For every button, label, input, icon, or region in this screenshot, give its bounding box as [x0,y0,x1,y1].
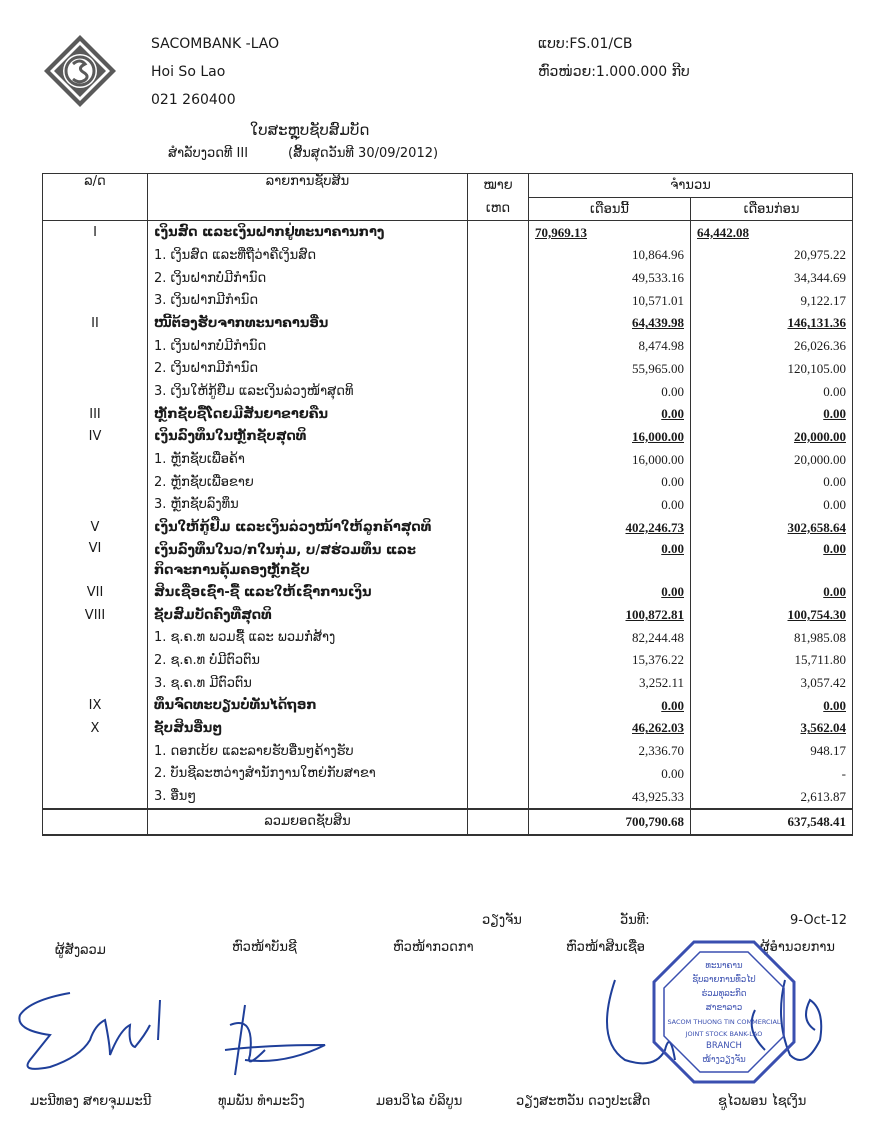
row-this-month [529,221,691,244]
row-prev-month: 15,711.80 [691,649,853,672]
row-item-label: 1. ດອກເບ້ຍ ແລະລາຍຮັບອື່ນໆຄ້າງຮັບ [148,740,468,763]
stamp-line-4: ສາຂາລາວ [705,1003,743,1013]
total-label: ລວມຍອດຊັບສິນ [148,809,468,835]
bank-phone: 021 260400 [151,92,236,108]
row-prev-month-value: 20,000.00 [794,428,846,444]
stamp-line-8: ໜ້າງວຽງຈັນ [702,1055,746,1065]
row-note [468,649,529,672]
row-this-month: 0.00 [529,380,691,403]
row-prev-month-value: 64,442.08 [697,224,749,240]
table-row [43,448,853,471]
row-prev-month: 20,000.00 [691,448,853,471]
row-prev-month-value: 0.00 [823,584,846,600]
row-prev-month [691,221,853,244]
row-item-label: 1. ຊ.ຄ.ທ ພວມຊື້ ແລະ ພວມກໍ່ສ້າງ [148,626,468,649]
row-note [468,539,529,581]
row-number: VI [43,539,148,581]
balance-sheet-table [42,173,853,836]
row-number: II [43,312,148,335]
table-row [43,516,853,539]
row-this-month: 55,965.00 [529,358,691,381]
row-number: X [43,717,148,740]
row-prev-month-value: 0.00 [823,406,846,422]
row-item-label: 2. ຊ.ຄ.ທ ບໍ່ມີຕົວຕົນ [148,649,468,672]
currency-unit: ຫົວໜ່ວຍ:1.000.000 ກີບ [538,64,690,80]
table-row [43,221,853,244]
row-note [468,763,529,786]
row-prev-month: 0.00 [691,494,853,517]
table-row [43,380,853,403]
row-item-label: 1. ເງິນຝາກບໍ່ມີກຳນົດ [148,335,468,358]
stamp-line-7: BRANCH [706,1041,742,1051]
table-row [43,289,853,312]
name-director: ຊູໄວພອນ ໄຊເງິນ [718,1094,807,1109]
stamp-line-6: JOINT STOCK BANK-LAO [685,1030,763,1038]
table-row [43,358,853,381]
table-row [43,471,853,494]
row-note [468,221,529,244]
row-this-month [529,312,691,335]
row-item-label: ເງິນໃຫ້ກູ້ຢືມ ແລະເງິນລ່ວງໜ້າໃຫ້ລູກຄ້າສຸດທິ [148,516,468,539]
table-row [43,717,853,740]
row-item-label: 3. ອື່ນໆ [148,785,468,809]
name-chief-auditor: ມອນວິໄລ ບໍລິບູນ [376,1094,463,1109]
table-row [43,763,853,786]
row-prev-month: 0.00 [691,380,853,403]
row-note [468,672,529,695]
row-note [468,380,529,403]
signature-compiler-icon [10,985,175,1080]
table-row [43,335,853,358]
row-this-month-value: 0.00 [661,406,684,422]
period-end: (ສິ້ນສຸດວັນທີ 30/09/2012) [288,146,439,161]
row-note [468,626,529,649]
row-item-label: 2. ຫຼັກຊັບເພື່ອຂາຍ [148,471,468,494]
row-number: I [43,221,148,244]
row-number [43,244,148,267]
row-item-label: ຊັບສິນອື່ນໆ [148,717,468,740]
row-prev-month [691,581,853,604]
stamp-line-3: ຮ່ວມທຸລະກິດ [701,989,747,999]
col-header-prev-month: ເດືອນກ່ອນ [691,197,853,221]
row-number [43,785,148,809]
form-code: ແບບ:FS.01/CB [538,36,633,52]
row-this-month: 82,244.48 [529,626,691,649]
row-prev-month-value: 100,754.30 [787,607,846,623]
row-this-month [529,717,691,740]
row-prev-month [691,426,853,449]
row-prev-month-value: 302,658.64 [787,519,846,535]
row-note [468,244,529,267]
row-item-label: ເງິນລົງທຶນໃນວ/ກໃນກຸ່ມ, ບ/ສຮ່ວມທຶນ ແລະ ກິດຈະການຄຸ້ມຄອງຫຼັກຊັບ [148,539,468,581]
row-number [43,494,148,517]
bank-stamp-icon [650,938,798,1086]
table-row [43,267,853,290]
row-item-label: 2. ເງິນຝາກບໍ່ມີກຳນົດ [148,267,468,290]
row-number [43,740,148,763]
table-row [43,740,853,763]
row-number [43,763,148,786]
row-note [468,335,529,358]
row-number: III [43,403,148,426]
row-this-month [529,403,691,426]
row-this-month [529,581,691,604]
row-note [468,358,529,381]
row-prev-month-value: 146,131.36 [787,315,846,331]
col-header-item: ລາຍການຊັບສິນ [148,174,468,221]
signing-place: ວຽງຈັນ [482,913,522,928]
total-this-month: 700,790.68 [529,809,691,835]
row-item-label: ເງິນລົງທຶນໃນຫຼັກຊັບສຸດທິ [148,426,468,449]
table-row [43,494,853,517]
date-label: ວັນທີ: [620,913,650,928]
col-header-note: ໝາຍ [468,174,529,198]
row-note [468,403,529,426]
row-prev-month-value: 0.00 [823,541,846,556]
row-this-month [529,516,691,539]
row-item-label: 2. ບັນຊີລະຫວ່າງສຳນັກງານໃຫຍ່ກັບສາຂາ [148,763,468,786]
table-row [43,539,853,581]
table-row [43,581,853,604]
row-note [468,694,529,717]
total-prev-month: 637,548.41 [691,809,853,835]
row-item-label: 3. ເງິນຝາກມີກຳນົດ [148,289,468,312]
row-this-month [529,694,691,717]
row-prev-month-value: 0.00 [823,697,846,713]
row-this-month-value: 70,969.13 [535,224,587,240]
row-note [468,785,529,809]
total-no [43,809,148,835]
row-prev-month [691,694,853,717]
row-this-month [529,604,691,627]
col-header-no: ລ/ດ [43,174,148,221]
row-this-month: 0.00 [529,763,691,786]
name-compiler: ມະນີທອງ ສາຍຈຸມມະນີ [30,1094,152,1109]
row-prev-month [691,516,853,539]
row-this-month: 10,571.01 [529,289,691,312]
row-item-label: 3. ເງິນໃຫ້ກູ້ຢືມ ແລະເງິນລ່ວງໜ້າສຸດທິ [148,380,468,403]
signature-chief-accountant-icon [205,995,335,1080]
row-this-month: 0.00 [529,471,691,494]
row-number: VIII [43,604,148,627]
row-this-month [529,539,691,581]
row-prev-month [691,403,853,426]
row-prev-month [691,717,853,740]
row-prev-month: 120,105.00 [691,358,853,381]
row-this-month-value: 0.00 [661,584,684,600]
row-this-month-value: 46,262.03 [632,720,684,736]
row-prev-month-value: 3,562.04 [800,720,846,736]
stamp-line-2: ຊັບລາຍການທົ່ວໄປ [692,975,756,985]
row-note [468,494,529,517]
row-number [43,649,148,672]
row-prev-month: 34,344.69 [691,267,853,290]
row-this-month-value: 100,872.81 [625,607,684,623]
table-row [43,426,853,449]
row-number: IV [43,426,148,449]
row-prev-month [691,604,853,627]
row-prev-month: - [691,763,853,786]
row-this-month: 3,252.11 [529,672,691,695]
row-note [468,448,529,471]
row-this-month-value: 16,000.00 [632,428,684,444]
row-number [43,471,148,494]
row-this-month: 15,376.22 [529,649,691,672]
stamp-line-1: ທະນາຄານ [705,961,743,971]
table-row [43,672,853,695]
table-row [43,626,853,649]
row-prev-month: 9,122.17 [691,289,853,312]
row-this-month: 2,336.70 [529,740,691,763]
row-number [43,335,148,358]
total-row [43,809,853,835]
row-note [468,604,529,627]
row-item-label: ທຶນຈົດທະບຽນບໍ່ທັນໄດ້ຖອກ [148,694,468,717]
row-item-label: 3. ຫຼັກຊັບລົງທຶນ [148,494,468,517]
row-note [468,312,529,335]
row-this-month [529,426,691,449]
row-number [43,289,148,312]
row-item-label: ຫຼັກຊັບຊື້ໂດຍມີສັນຍາຂາຍຄືນ [148,403,468,426]
table-row [43,403,853,426]
row-number [43,448,148,471]
row-this-month: 43,925.33 [529,785,691,809]
row-prev-month [691,539,853,581]
row-number [43,358,148,381]
total-note [468,809,529,835]
row-item-label: ໜີ້ຕ້ອງຮັບຈາກທະນາຄານອື່ນ [148,312,468,335]
row-number: IX [43,694,148,717]
role-director: ຜູ້ອຳນວຍການ [760,940,835,955]
bank-address: Hoi So Lao [151,64,226,80]
bank-name: SACOMBANK -LAO [151,36,280,52]
row-prev-month: 0.00 [691,471,853,494]
row-this-month: 49,533.16 [529,267,691,290]
row-note [468,471,529,494]
row-item-label: ສິນເຊື່ອເຊົ່າ-ຊື້ ແລະໃຫ້ເຊົ່າການເງິນ [148,581,468,604]
row-note [468,426,529,449]
table-row [43,649,853,672]
row-prev-month: 81,985.08 [691,626,853,649]
name-chief-credit: ວຽງສະຫວັນ ດວງປະເສີດ [516,1094,651,1109]
row-prev-month [691,312,853,335]
row-number [43,672,148,695]
row-item-label: 1. ເງິນສົດ ແລະທີ່ຖືວ່າຄືເງິນສົດ [148,244,468,267]
row-this-month: 0.00 [529,494,691,517]
table-row [43,312,853,335]
row-prev-month: 948.17 [691,740,853,763]
row-this-month-value: 402,246.73 [625,519,684,535]
row-item-label: ເງິນສົດ ແລະເງິນຝາກຢູ່ທະນາຄານກາງ [148,221,468,244]
bank-logo-icon [42,33,118,109]
col-header-note-2: ເຫດ [468,197,529,221]
row-note [468,267,529,290]
col-header-this-month: ເດືອນນີ້ [529,197,691,221]
role-chief-auditor: ຫົວໜ້າກວດກາ [393,940,474,955]
role-chief-accountant: ຫົວໜ້າບັນຊີ [232,940,297,955]
row-prev-month: 2,613.87 [691,785,853,809]
signing-date: 9-Oct-12 [790,913,848,928]
role-compiler: ຜູ້ສັງລວມ [55,943,106,958]
col-header-amount: ຈຳນວນ [529,174,853,198]
row-prev-month: 3,057.42 [691,672,853,695]
row-item-label: 2. ເງິນຝາກມີກຳນົດ [148,358,468,381]
row-note [468,740,529,763]
row-prev-month: 26,026.36 [691,335,853,358]
row-this-month: 8,474.98 [529,335,691,358]
table-row [43,694,853,717]
row-item-label: 3. ຊ.ຄ.ທ ມີຕົວຕົນ [148,672,468,695]
row-note [468,516,529,539]
row-number [43,626,148,649]
row-number [43,267,148,290]
period-label: ສຳລັບງວດທີ III [168,146,249,161]
row-item-label: 1. ຫຼັກຊັບເພື່ອຄ້າ [148,448,468,471]
row-number: VII [43,581,148,604]
stamp-line-5: SACOM THUONG TIN COMMERCIAL [667,1018,781,1026]
role-chief-credit: ຫົວໜ້າສິນເຊື່ອ [566,940,645,955]
name-chief-accountant: ທຸມພັນ ທຳມະວົງ [218,1094,305,1109]
table-row [43,785,853,809]
document-title: ໃບສະຫຼຸບຊັບສົມບັດ [250,121,370,139]
row-note [468,289,529,312]
row-item-label: ຊັບສົມບັດຄົງທີ່ສຸດທິ [148,604,468,627]
row-this-month-value: 0.00 [661,697,684,713]
row-this-month-value: 64,439.98 [632,315,684,331]
row-prev-month: 20,975.22 [691,244,853,267]
row-note [468,717,529,740]
table-row [43,604,853,627]
row-this-month: 10,864.96 [529,244,691,267]
row-number: V [43,516,148,539]
row-number [43,380,148,403]
row-note [468,581,529,604]
row-this-month: 16,000.00 [529,448,691,471]
row-this-month-value: 0.00 [661,541,684,556]
table-row [43,244,853,267]
